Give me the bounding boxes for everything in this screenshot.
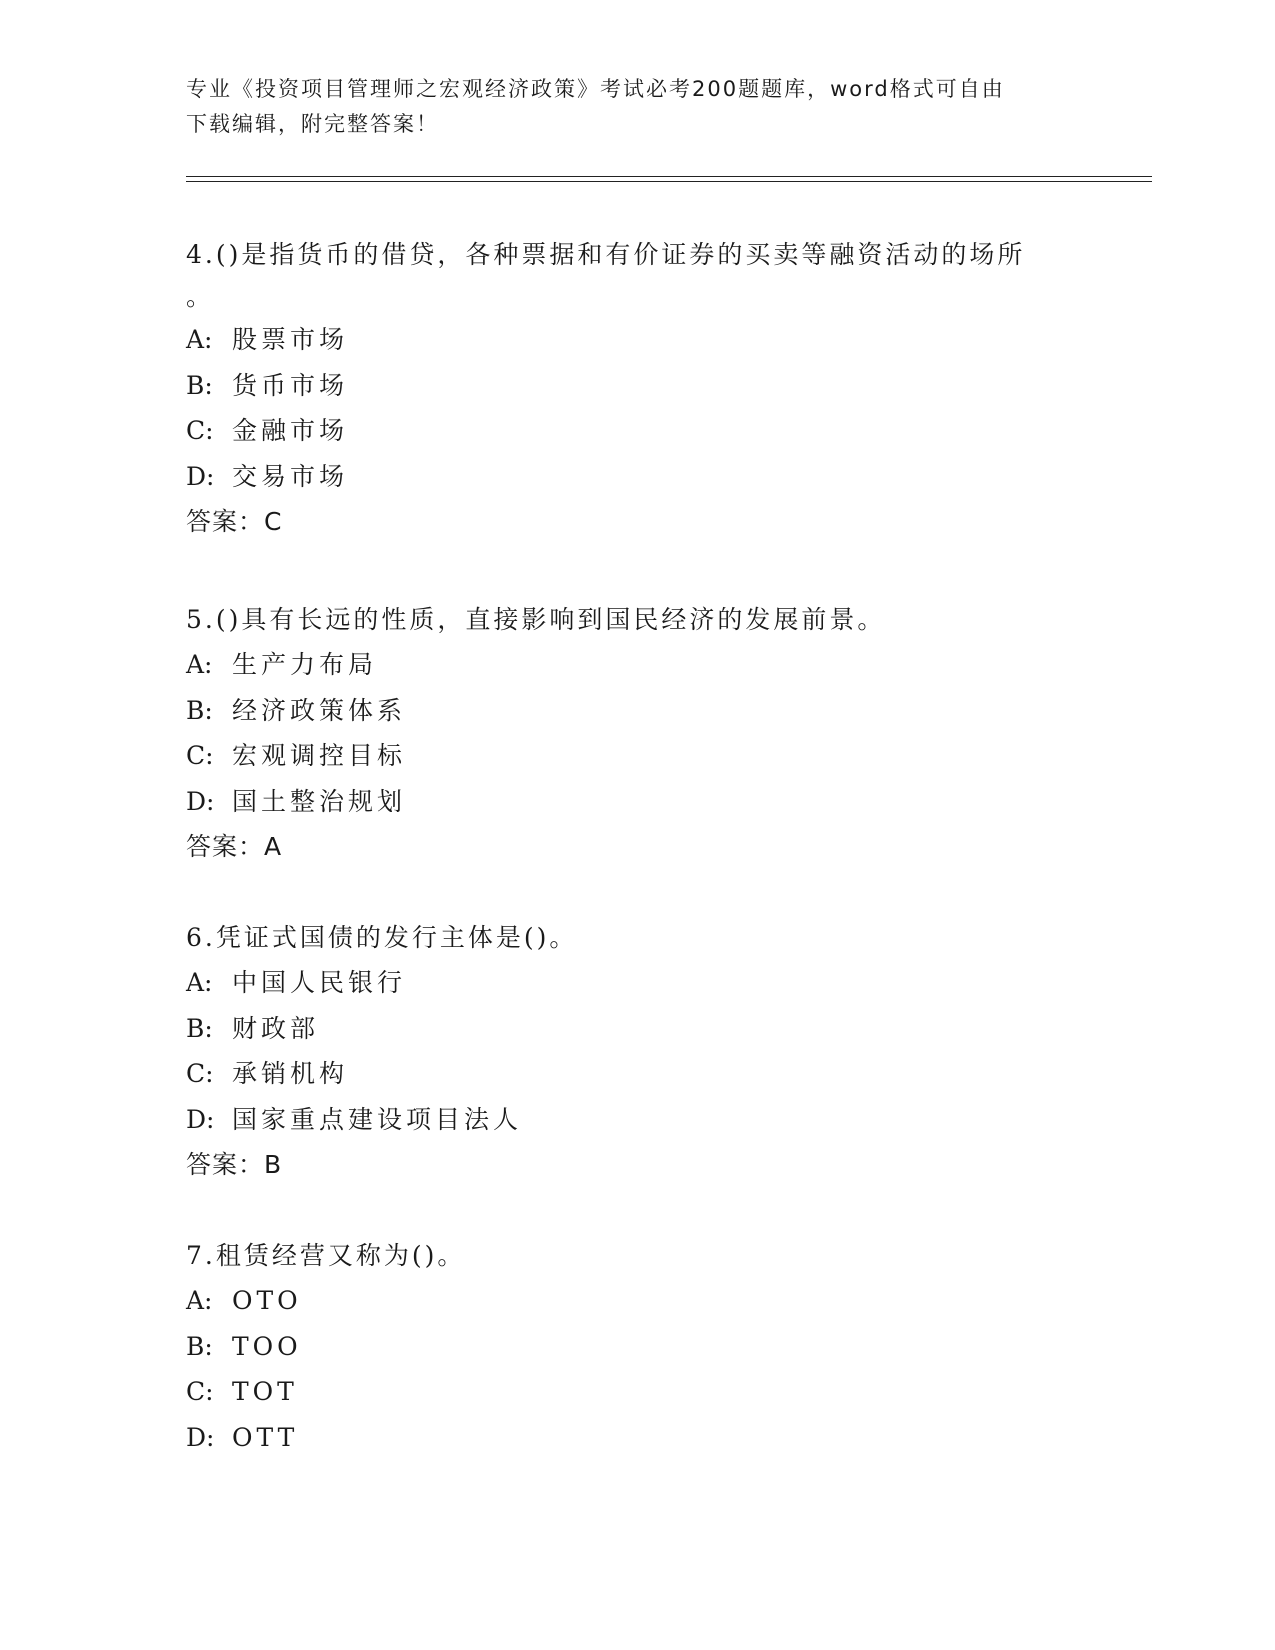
option-a	[186, 1278, 1086, 1324]
header-divider-top	[186, 176, 1152, 177]
option-key: C:	[186, 741, 214, 770]
question-stem	[186, 597, 1086, 642]
option-c	[186, 408, 1086, 454]
option-text: 货币市场	[232, 370, 349, 400]
option-text: 承销机构	[232, 1059, 349, 1088]
question-4	[186, 232, 1086, 544]
option-key: B:	[186, 1331, 213, 1361]
question-6	[186, 915, 1086, 1187]
option-key: D:	[186, 786, 215, 816]
answer-text: 答案：C	[186, 507, 283, 536]
option-text: 金融市场	[232, 416, 349, 445]
option-d	[186, 454, 1086, 500]
question-7	[186, 1233, 1086, 1460]
option-c	[186, 733, 1086, 779]
option-key: D:	[186, 1104, 215, 1134]
option-key: D:	[186, 1422, 215, 1452]
option-key: A:	[186, 1286, 213, 1315]
option-text: 交易市场	[232, 461, 349, 491]
option-key: A:	[186, 325, 213, 354]
question-stem	[186, 1233, 1086, 1278]
option-key: C:	[186, 416, 214, 445]
question-stem-text: 5.()具有长远的性质，直接影响到国民经济的发展前景。	[186, 605, 886, 634]
question-stem-text: 4.()是指货币的借贷，各种票据和有价证券的买卖等融资活动的场所	[186, 240, 1026, 269]
option-a	[186, 317, 1086, 363]
question-stem	[186, 915, 1086, 960]
question-stem-tail: 。	[186, 282, 215, 311]
option-c	[186, 1051, 1086, 1097]
option-d	[186, 1415, 1086, 1461]
option-key: B:	[186, 1013, 213, 1043]
question-stem-text: 6.凭证式国债的发行主体是()。	[186, 923, 578, 952]
option-c	[186, 1369, 1086, 1415]
option-key: C:	[186, 1377, 214, 1406]
option-text: OTT	[232, 1422, 299, 1452]
option-text: 国土整治规划	[232, 786, 407, 816]
header-line-2: 下载编辑，附完整答案！	[186, 112, 439, 136]
document-header	[186, 72, 1086, 142]
option-key: D:	[186, 461, 215, 491]
option-key: A:	[186, 968, 213, 997]
option-b	[186, 1006, 1086, 1052]
option-text: 生产力布局	[232, 650, 378, 679]
option-key: C:	[186, 1059, 214, 1088]
option-b	[186, 363, 1086, 409]
header-line-1: 专业《投资项目管理师之宏观经济政策》考试必考200题题库，word格式可自由	[186, 77, 1005, 101]
answer-text: 答案：A	[186, 832, 283, 861]
question-stem-text: 7.租赁经营又称为()。	[186, 1241, 466, 1270]
option-text: 财政部	[232, 1013, 320, 1043]
question-stem	[186, 232, 1086, 317]
option-key: B:	[186, 370, 213, 400]
question-5	[186, 597, 1086, 869]
option-a	[186, 960, 1086, 1006]
option-key: B:	[186, 695, 213, 725]
option-d	[186, 1097, 1086, 1143]
option-b	[186, 1324, 1086, 1370]
option-text: TOO	[232, 1331, 302, 1361]
option-text: 国家重点建设项目法人	[232, 1104, 523, 1134]
option-text: 宏观调控目标	[232, 741, 407, 770]
header-divider-bottom	[186, 181, 1152, 182]
answer-text: 答案：B	[186, 1150, 283, 1179]
option-text: 股票市场	[232, 325, 349, 354]
option-b	[186, 688, 1086, 734]
option-text: 经济政策体系	[232, 695, 407, 725]
option-text: OTO	[232, 1286, 302, 1315]
option-text: TOT	[232, 1377, 298, 1406]
option-d	[186, 779, 1086, 825]
option-key: A:	[186, 650, 213, 679]
option-text: 中国人民银行	[232, 968, 407, 997]
option-a	[186, 642, 1086, 688]
